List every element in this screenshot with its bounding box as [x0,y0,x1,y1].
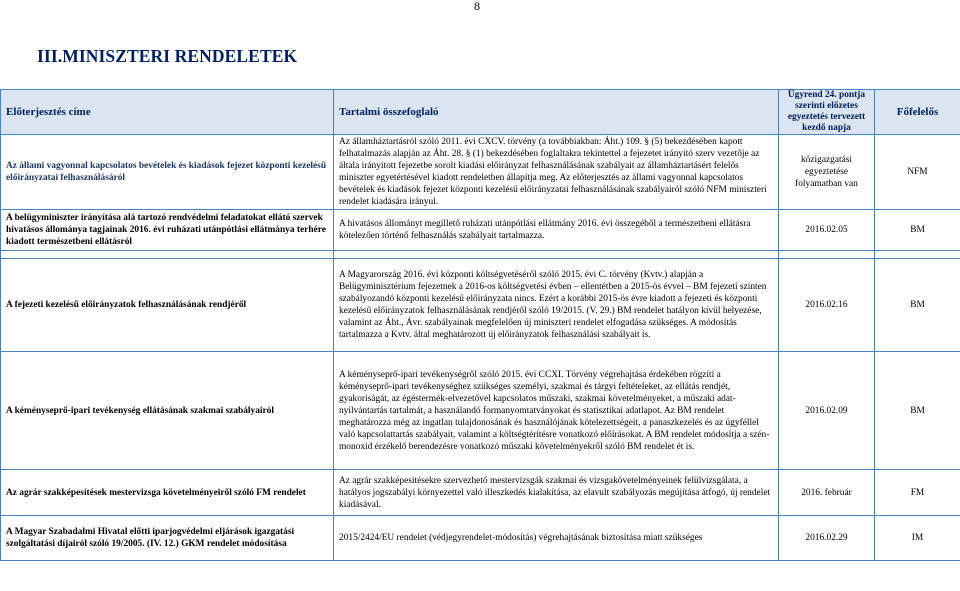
row-date: 2016.02.16 [779,259,875,352]
table-header-row [1,90,960,135]
row-summary: Az államháztartásról szóló 2011. évi CXCV. törvény (a továbbiakban: Áht.) 109. § (5) bekezdésében kapott felhatalmazás alapján az Áht. 28. § (1) bekezdésében foglaltakra tekintettel a fejezetet irányító szerv vezetője az általa irányított fejezetbe sorolt kiadási előirányzat felhasználásának szabályait az államháztartásért felelős miniszter egyetértésével kiadott rendeletben állapítja meg. Az előterjesztés az állami vagyonnal kapcsolatos bevételek és kiadások fejezet központi kezelésű előirányzatai felhasználásának szabályairól szóló NFM miniszteri rendelet kiadására irányul. [334,135,779,210]
row-summary: A kéményseprő-ipari tevékenységről szóló 2015. évi CCXI. Törvény végrehajtása érdekében rögzíti a kéményseprő-ipari tevékenységhez szükséges személyi, szakmai és tárgyi feltételeket, az ellátás rendjét, gyakoriságát, az égéstermék-elvezetővel kapcsolatos műszaki, szakmai követelményeket, a műszaki adat-nyilvántartás tartalmát, a használandó formanyomtatványokat és statisztikai adatlapot. Az BM rendelet meghatározza még az ingatlan tulajdonosának és használójának kötelezettségeit, a panaszkezelés és az ügyféllel való kapcsolattartás szabályait, valamint a költségtérítésre vonatkozó előírásokat. A BM rendelet módosítja a szén-monoxid érzékelő berendezésre vonatkozó műszaki követelményekről szóló BM rendelet ét is. [334,352,779,470]
row-date: 2016.02.29 [779,516,875,561]
table-row [1,259,960,352]
table-row [1,470,960,516]
header-summary: Tartalmi összefoglaló [334,90,779,135]
row-title: A Magyar Szabadalmi Hivatal előtti iparjogvédelmi eljárások igazgatási szolgáltatási díjairól szóló 19/2005. (IV. 12.) GKM rendelet módosítása [1,516,334,561]
row-summary: A Magyarország 2016. évi központi költségvetéséről szóló 2015. évi C. törvény (Kvtv.) alapján a Belügyminisztérium fejezetnek a 2016-os költségvetési évben – ellentétben a 2015-ös évvel – BM fejezeti szinten szabályozandó központi kezelésű előirányzata nincs. Ezért a korábbi 2015-ös évre kiadott a fejezeti és központi kezelésű előirányzatok felhasználásának rendjéről szóló 19/2015. (V. 29.) BM rendelet hatályon kívül helyezése, valamint az Áht., Ávr. szabályainak megfelelően új miniszteri rendelet elfogadása szükséges. A módosítás tartalmazza a Kvtv. által meghatározott új előirányzatok felhasználási szabályait is. [334,259,779,352]
regulations-table [0,89,960,561]
table-spacer-row [1,251,960,259]
row-title: A belügyminiszter irányítása alá tartozó rendvédelmi feladatokat ellátó szervek hivatásos állománya tagjainak 2016. évi ruházati utánpótlási ellátmánya terhére kiadott természetbeni ellátásról [1,210,334,251]
row-date: 2016.02.09 [779,352,875,470]
table-row [1,352,960,470]
header-deadline: Ügyrend 24. pontja szerinti előzetes egyeztetés tervezett kezdő napja [779,90,875,135]
row-summary: A hivatásos állományt megillető ruházati utánpótlási ellátmány 2016. évi összegéből a természetbeni ellátásra kötelezően történő felhasználás szabályait tartalmazza. [334,210,779,251]
row-responsible: BM [875,210,960,251]
row-date: 2016. február [779,470,875,516]
row-summary: 2015/2424/EU rendelet (védjegyrendelet-módosítás) végrehajtásának biztosítása miatt szükséges [334,516,779,561]
row-responsible: BM [875,259,960,352]
table-row [1,210,960,251]
header-title: Előterjesztés címe [1,90,334,135]
row-responsible: NFM [875,135,960,210]
table-row [1,135,960,210]
page-number: 8 [474,0,480,13]
row-title: A fejezeti kezelésű előirányzatok felhasználásának rendjéről [1,259,334,352]
row-title: Az állami vagyonnal kapcsolatos bevételek és kiadások fejezet központi kezelésű előirányzatai felhasználásáról [1,135,334,210]
row-responsible: FM [875,470,960,516]
table-row [1,516,960,561]
row-summary: Az agrár szakképesítésekre szervezhető mestervizsgák szakmai és vizsgakövetelményeinek felülvizsgálata, a hatályos jogszabályi környezettel való illeszkedés kialakítása, az elavult szabályozás megújítása átfogó, új rendelet kiadásával. [334,470,779,516]
row-responsible: IM [875,516,960,561]
header-responsible: Főfelelős [875,90,960,135]
row-title: Az agrár szakképesítések mestervizsga követelményeiről szóló FM rendelet [1,470,334,516]
section-title: III.MINISZTERI RENDELETEK [37,46,298,66]
row-date: közigazgatási egyeztetése folyamatban van [779,135,875,210]
row-title: A kéményseprő-ipari tevékenység ellátásának szakmai szabályairól [1,352,334,470]
row-responsible: BM [875,352,960,470]
row-date: 2016.02.05 [779,210,875,251]
